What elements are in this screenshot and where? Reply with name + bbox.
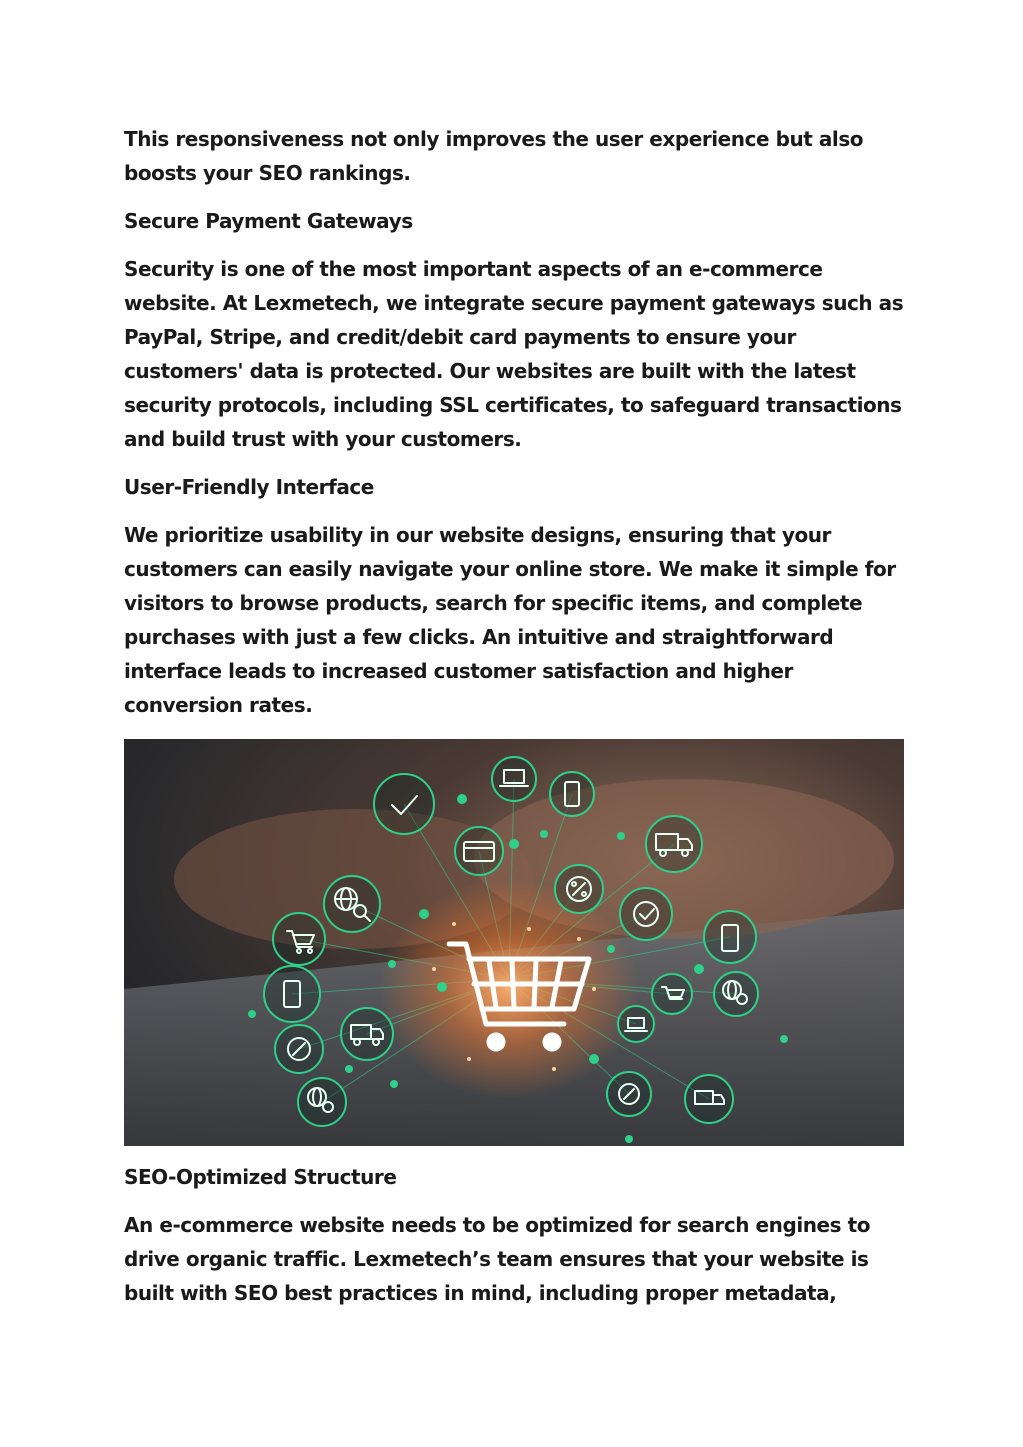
credit-card-circle — [455, 827, 503, 875]
document-page — [124, 122, 914, 1324]
phone-circle-right — [704, 911, 756, 963]
checkmark-circle — [374, 774, 434, 834]
truck-circle-left — [341, 1008, 393, 1060]
section-body-user-friendly: We prioritize usability in our website designs, ensuring that your customers can easily navigate your online store. We make it simple for visitors to browse products, search for specific items, and complete purchases with just a few clicks. An intuitive and straightforward interface leads to increased customer satisfaction and higher conversion rates. — [124, 523, 896, 717]
section-body-secure-payment: Security is one of the most important aspects of an e-commerce website. At Lexmetech, we integrate secure payment gateways such as PayPal, Stripe, and credit/debit card payments to ensure your customers' data is protected. Our websites are built with the latest security protocols, including SSL certificates, to safeguard transactions and build trust with your customers. — [124, 257, 904, 451]
section-body-seo: An e-commerce website needs to be optimized for search engines to drive organic traffic. Lexmetech’s team ensures that your website is built with SEO best practices in mind, including proper metadata, — [124, 1213, 870, 1305]
globe-search-circle — [324, 876, 380, 932]
section-heading-secure-payment: Secure Payment Gateways — [124, 209, 413, 233]
truck-circle-bottom — [685, 1075, 733, 1123]
cart-glow — [379, 879, 639, 1099]
laptop-circle-small — [618, 1006, 654, 1042]
section-heading-seo: SEO-Optimized Structure — [124, 1165, 397, 1189]
phone-circle-left — [264, 966, 320, 1022]
truck-circle — [646, 816, 702, 872]
check-circle — [620, 888, 672, 940]
ecommerce-illustration — [124, 739, 904, 1146]
section-heading-user-friendly: User-Friendly Interface — [124, 475, 374, 499]
globe-circle-bottom — [298, 1078, 346, 1126]
intro-paragraph: This responsiveness not only improves the user experience but also boosts your SEO rankings. — [124, 127, 864, 185]
laptop-circle — [492, 757, 536, 801]
smartphone-circle — [550, 772, 594, 816]
small-cart-circle-right — [652, 974, 692, 1014]
ecommerce-illustration-image — [124, 739, 904, 1146]
small-cart-circle — [273, 913, 325, 965]
